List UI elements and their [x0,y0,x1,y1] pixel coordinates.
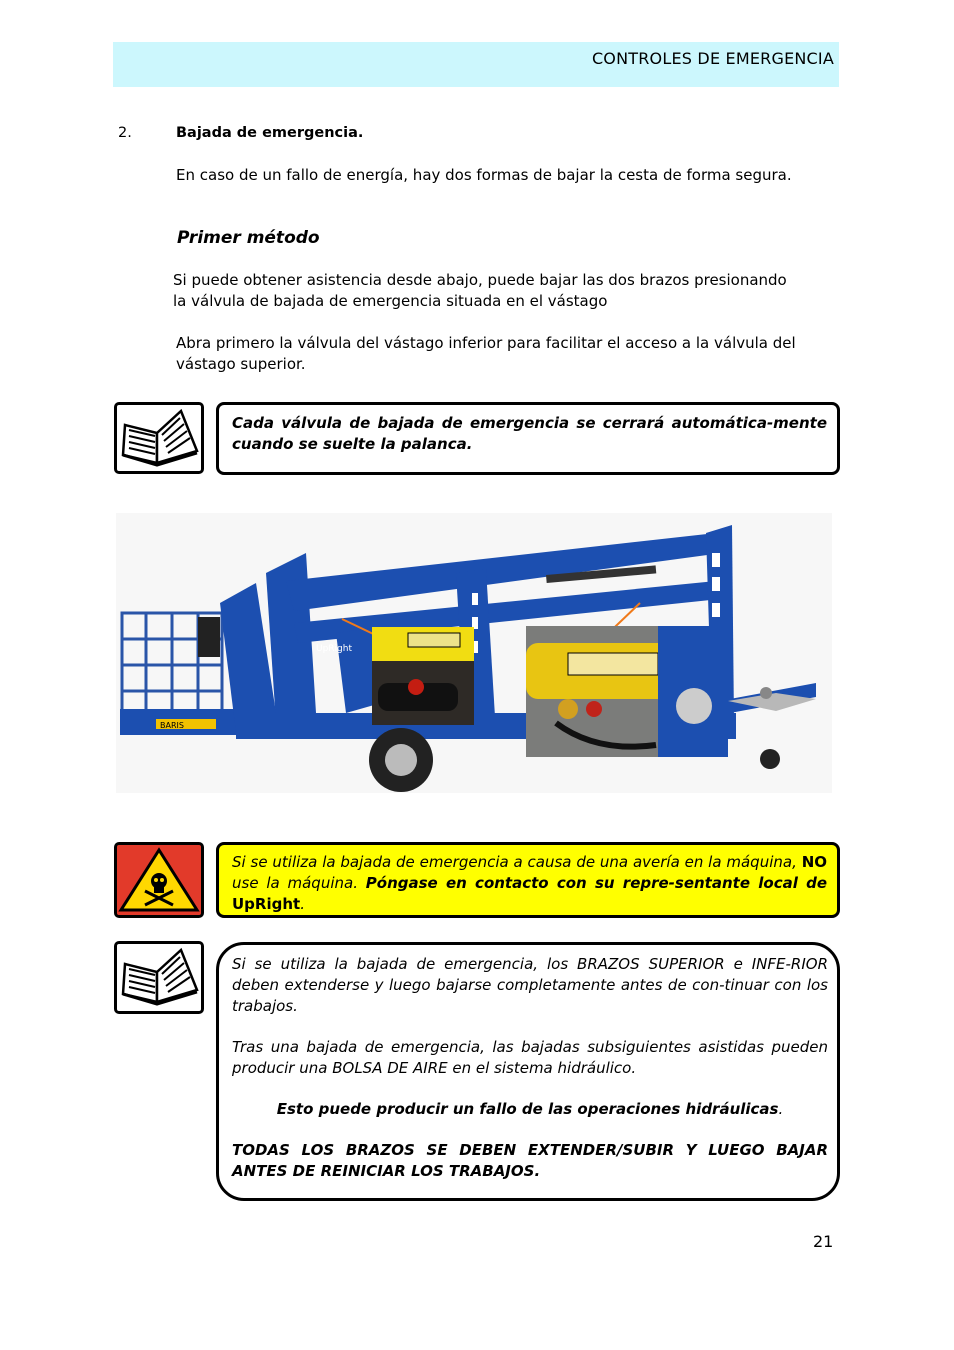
manual-icon-box-2 [114,941,204,1014]
manual-icon-box [114,402,204,474]
warning-text-1: Si se utiliza la bajada de emergencia a causa de una avería en la máquina, [232,853,802,871]
note3-paragraph-2: Tras una bajada de emergencia, las bajadas subsiguientes asistidas pueden producir una BOLSA DE AIRE en el sistema hidráulico. [232,1038,828,1077]
warning-no: NO [801,853,827,871]
warning-end: . [300,895,305,913]
note3-hydraulic-failure: Esto puede producir un fallo de las operaciones hidráulicas [276,1100,779,1118]
open-book-icon [117,405,201,471]
note1-text: Cada válvula de bajada de emergencia se cerrará automática-mente cuando se suelte la palanca. [232,414,827,453]
valve-inset-upper [526,626,728,757]
note-automatic-close [216,402,840,475]
page-number: 21 [813,1232,834,1251]
warning-text-3: Póngase en contacto con su repre-sentante local de [365,874,828,892]
note3-paragraph-1: Si se utiliza la bajada de emergencia, los BRAZOS SUPERIOR e INFE-RIOR deben extenderse y luego bajarse completamente antes de con-tinuar con los trabajos. [232,955,828,1015]
machine-photo [116,513,832,793]
danger-icon-box [114,842,204,918]
note3-p3-end: . [778,1100,784,1118]
method-paragraph-1: Si puede obtener asistencia desde abajo, puede bajar las dos brazos presionando la válvula de bajada de emergencia situada en el vástago [173,271,787,310]
intro-paragraph: En caso de un fallo de energía, hay dos formas de bajar la cesta de forma segura. [176,166,792,184]
note3-paragraph-3 [232,1099,828,1120]
section-title: Bajada de emergencia. [176,125,364,141]
section-number: 2. [118,125,132,141]
method-title: Primer método [177,228,320,248]
warning-contact-dealer [216,842,840,918]
basket-label: BARIS [160,721,184,730]
open-book-icon [117,944,201,1011]
valve-inset-lower [372,627,474,725]
warning-brand: UpRight [232,895,301,913]
warning-text-2: use la máquina. [232,874,366,892]
method-paragraph-2: Abra primero la válvula del vástago inferior para facilitar el acceso a la válvula del vástago superior. [176,334,796,373]
note-air-pocket [216,942,840,1201]
boom-label: UpRight [316,644,352,654]
skull-warning-icon [117,845,201,915]
page-title: CONTROLES DE EMERGENCIA [591,49,834,68]
note3-paragraph-4: TODAS LOS BRAZOS SE DEBEN EXTENDER/SUBIR Y LUEGO BAJAR ANTES DE REINICIAR LOS TRABAJOS. [232,1141,828,1180]
